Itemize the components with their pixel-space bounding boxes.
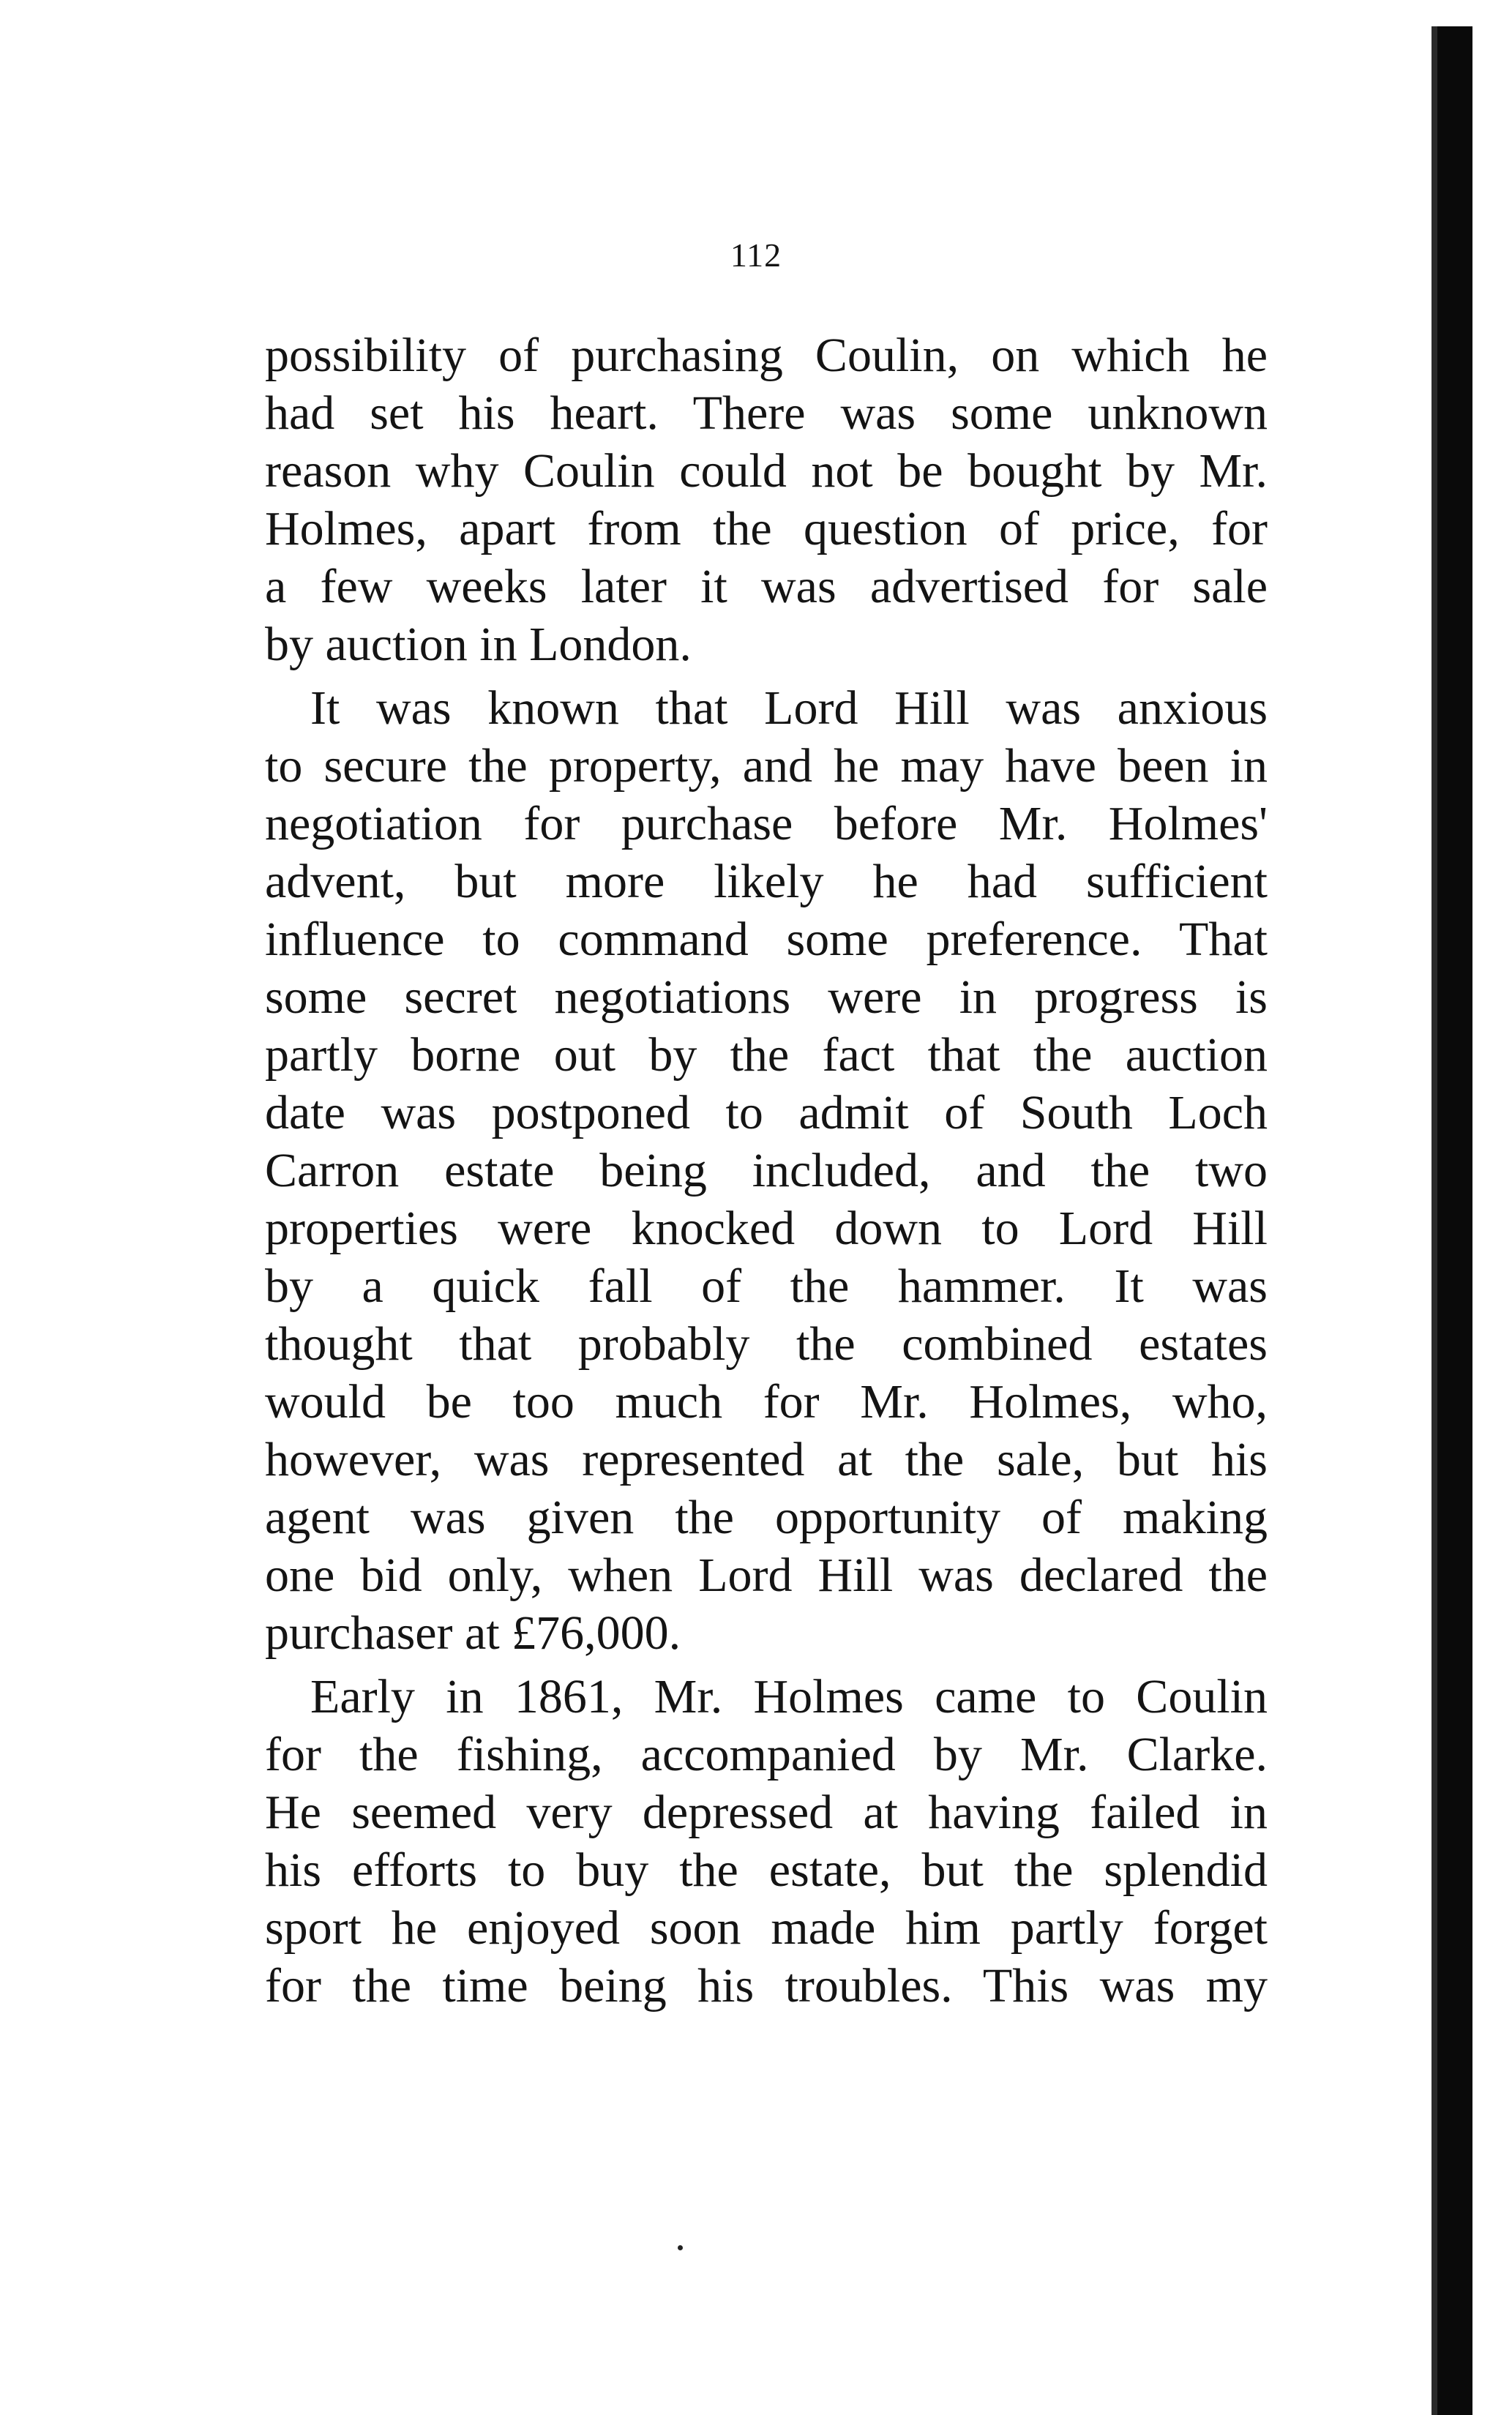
text-line: had set his heart. There was some unknown [265,386,1268,440]
page-number: 112 [730,236,782,274]
text-line: his efforts to buy the estate, but the splendid [265,1843,1268,1897]
text-line: Carron estate being included, and the two [265,1144,1268,1197]
text-line: Early in 1861, Mr. Holmes came to Coulin [310,1670,1268,1723]
paragraph [265,326,1268,673]
text-line: one bid only, when Lord Hill was declared the [265,1549,1268,1602]
text-line: for the time being his troubles. This was my [265,1959,1268,2012]
body-text [265,326,1268,2015]
page-edge-shadow [1436,26,1472,2415]
text-line: He seemed very depressed at having failed in [265,1786,1268,1839]
text-line: by a quick fall of the hammer. It was [265,1259,1268,1313]
text-line: sport he enjoyed soon made him partly forget [265,1901,1268,1955]
scan-speck [678,2245,683,2250]
text-line: influence to command some preference. That [265,913,1268,966]
text-line: possibility of purchasing Coulin, on which he [265,329,1268,382]
text-line: reason why Coulin could not be bought by Mr. [265,444,1268,498]
text-line: negotiation for purchase before Mr. Holmes' [265,797,1268,850]
text-line: It was known that Lord Hill was anxious [310,681,1268,735]
text-line: some secret negotiations were in progress is [265,970,1268,1024]
paragraph [265,679,1268,1662]
text-line: a few weeks later it was advertised for sale [265,560,1268,613]
text-line: properties were knocked down to Lord Hill [265,1202,1268,1255]
text-line: would be too much for Mr. Holmes, who, [265,1375,1268,1429]
text-line: advent, but more likely he had sufficient [265,855,1268,908]
text-line: Holmes, apart from the question of price, for [265,502,1268,555]
text-line: agent was given the opportunity of making [265,1491,1268,1544]
text-line: however, was represented at the sale, but his [265,1433,1268,1486]
text-line: for the fishing, accompanied by Mr. Clarke. [265,1728,1268,1781]
text-line: by auction in London. [265,618,692,671]
text-line: date was postponed to admit of South Loch [265,1086,1268,1139]
text-line: thought that probably the combined estates [265,1317,1268,1371]
text-line: partly borne out by the fact that the auction [265,1028,1268,1082]
paragraph [265,1668,1268,2015]
text-line: to secure the property, and he may have been in [265,739,1268,793]
text-line: purchaser at £76,000. [265,1606,681,1660]
